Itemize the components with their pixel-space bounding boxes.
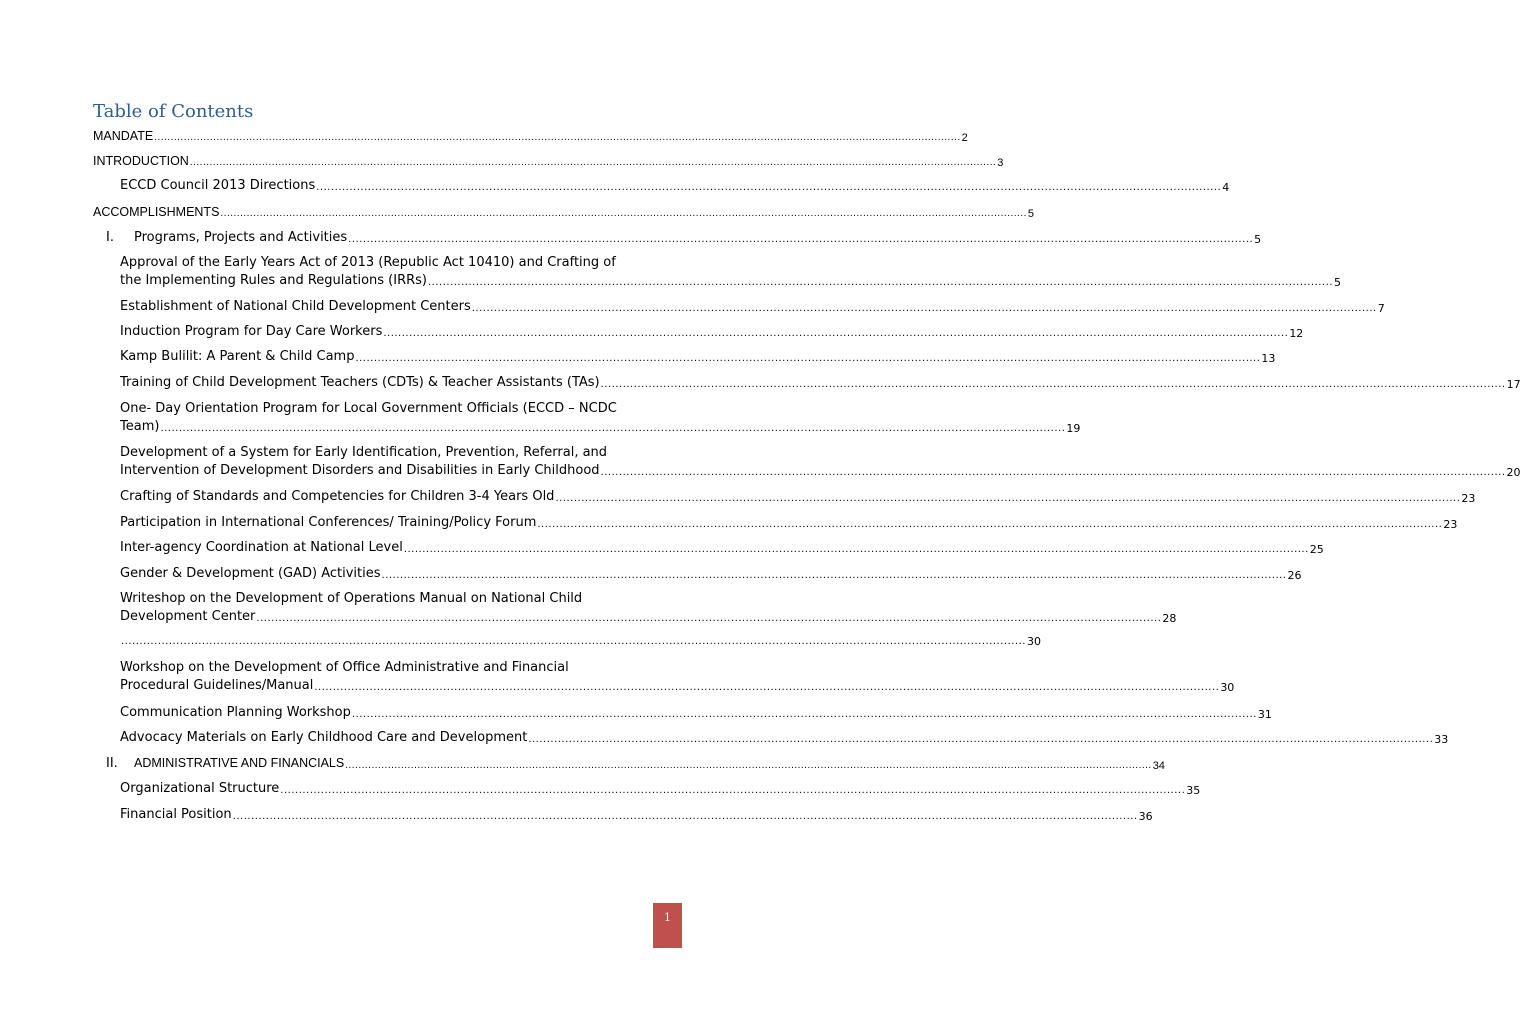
toc-entry-page: 34 bbox=[1152, 760, 1165, 772]
toc-entry-page: 13 bbox=[1261, 352, 1276, 365]
toc-entry-label: Team) bbox=[120, 419, 160, 434]
toc-entry-label: ECCD Council 2013 Directions bbox=[120, 178, 316, 193]
toc-entry-line1: One- Day Orientation Program for Local Government Officials (ECCD – NCDC bbox=[120, 401, 617, 416]
toc-entry-page: 5 bbox=[1333, 276, 1341, 289]
toc-entry-ncdc-establishment[interactable] bbox=[120, 298, 1385, 316]
toc-entry-page: 7 bbox=[1377, 302, 1385, 315]
section-numeral: II. bbox=[106, 756, 118, 771]
toc-entry-label: Participation in International Conferences/ Training/Policy Forum bbox=[120, 515, 537, 530]
toc-entry-label: Establishment of National Child Development Centers bbox=[120, 299, 471, 314]
toc-entry-kamp-bulilit[interactable] bbox=[120, 348, 1276, 366]
toc-entry-page: 5 bbox=[1254, 233, 1262, 246]
toc-entry-page: 30 bbox=[1026, 635, 1041, 648]
toc-entry-label: Procedural Guidelines/Manual bbox=[120, 678, 314, 693]
toc-entry-label: Intervention of Development Disorders and Disabilities in Early Childhood bbox=[120, 463, 600, 478]
toc-entry-page: 23 bbox=[1443, 518, 1458, 531]
toc-entry-early-identification-system[interactable] bbox=[120, 444, 1521, 480]
toc-entry-label: MANDATE bbox=[93, 129, 154, 143]
toc-entry-label: Training of Child Development Teachers (CDTs) & Teacher Assistants (TAs) bbox=[120, 375, 600, 390]
toc-entry-line1: Writeshop on the Development of Operations Manual on National Child bbox=[120, 591, 583, 606]
toc-entry-crafting-standards[interactable] bbox=[120, 488, 1476, 506]
toc-entry-administrative-financials[interactable] bbox=[106, 754, 1165, 773]
toc-entry-page: 12 bbox=[1289, 327, 1304, 340]
toc-entry-mandate[interactable] bbox=[93, 127, 968, 145]
toc-entry-page: 30 bbox=[1220, 681, 1235, 694]
toc-entry-international-conferences[interactable] bbox=[120, 514, 1458, 532]
toc-entry-label: Development Center bbox=[120, 609, 256, 624]
toc-entry-label: Advocacy Materials on Early Childhood Care and Development bbox=[120, 730, 528, 745]
toc-entry-organizational-structure[interactable] bbox=[120, 780, 1201, 798]
toc-entry-label: Organizational Structure bbox=[120, 781, 280, 796]
toc-entry-advocacy-materials[interactable] bbox=[120, 729, 1449, 747]
toc-entry-accomplishments[interactable] bbox=[93, 203, 1034, 221]
toc-entry-training-cdts[interactable] bbox=[120, 374, 1521, 392]
toc-entry-page: 20 bbox=[1506, 466, 1521, 479]
toc-entry-page: 17 bbox=[1506, 378, 1521, 391]
toc-entry-orientation-program[interactable] bbox=[120, 400, 1081, 436]
toc-entry-page: 3 bbox=[997, 157, 1004, 169]
toc-entry-gad-activities[interactable] bbox=[120, 565, 1302, 583]
section-numeral: I. bbox=[106, 230, 114, 245]
toc-entry-introduction[interactable] bbox=[93, 152, 1004, 170]
toc-entry-communication-planning[interactable] bbox=[120, 704, 1272, 722]
toc-entry-early-years-act[interactable] bbox=[120, 254, 1341, 290]
toc-title: Table of Contents bbox=[93, 101, 254, 122]
toc-entry-label: Communication Planning Workshop bbox=[120, 705, 351, 720]
toc-entry-writeshop-operations-manual[interactable] bbox=[120, 590, 1177, 626]
toc-entry-page: 36 bbox=[1138, 810, 1153, 823]
toc-entry-label: Programs, Projects and Activities bbox=[134, 230, 348, 245]
toc-entry-label: Inter-agency Coordination at National Level bbox=[120, 540, 403, 555]
toc-entry-financial-position[interactable] bbox=[120, 806, 1153, 824]
toc-entry-page: 23 bbox=[1461, 492, 1476, 505]
toc-entry-label: Crafting of Standards and Competencies for Children 3-4 Years Old bbox=[120, 489, 555, 504]
toc-entry-line1: Approval of the Early Years Act of 2013 (Republic Act 10410) and Crafting of bbox=[120, 255, 616, 270]
toc-entry-label: INTRODUCTION bbox=[93, 154, 189, 168]
toc-entry-page: 19 bbox=[1066, 422, 1081, 435]
toc-entry-workshop-admin-guidelines[interactable] bbox=[120, 659, 1235, 695]
toc-entry-page: 4 bbox=[1222, 181, 1230, 194]
toc-entry-label: Gender & Development (GAD) Activities bbox=[120, 566, 381, 581]
toc-entry-line1: Development of a System for Early Identification, Prevention, Referral, and bbox=[120, 445, 608, 460]
toc-entry-page: 25 bbox=[1309, 543, 1324, 556]
toc-entry-label: Kamp Bulilit: A Parent & Child Camp bbox=[120, 349, 355, 364]
toc-entry-page: 33 bbox=[1434, 733, 1449, 746]
toc-entry-page: 35 bbox=[1186, 784, 1201, 797]
toc-entry-page: 31 bbox=[1257, 708, 1272, 721]
toc-entry-label: the Implementing Rules and Regulations (IRRs) bbox=[120, 273, 427, 288]
toc-entry-label: ACCOMPLISHMENTS bbox=[93, 205, 220, 219]
toc-entry-induction-program[interactable] bbox=[120, 323, 1304, 341]
toc-entry-page: 2 bbox=[961, 132, 968, 144]
page-number-badge: 1 bbox=[653, 903, 682, 948]
toc-entry-label: Induction Program for Day Care Workers bbox=[120, 324, 383, 339]
toc-entry-inter-agency-coordination[interactable] bbox=[120, 539, 1324, 557]
toc-entry-line1: Workshop on the Development of Office Administrative and Financial bbox=[120, 660, 569, 675]
toc-entry-eccd-council-directions[interactable] bbox=[120, 177, 1230, 195]
toc-entry-label: ADMINISTRATIVE AND FINANCIALS bbox=[134, 756, 345, 770]
toc-entry-label: Financial Position bbox=[120, 807, 232, 822]
toc-entry-blank[interactable] bbox=[120, 635, 1041, 649]
toc-entry-page: 28 bbox=[1162, 612, 1177, 625]
toc-entry-programs-projects[interactable] bbox=[106, 229, 1262, 247]
toc-entry-page: 5 bbox=[1027, 208, 1034, 220]
toc-entry-page: 26 bbox=[1287, 569, 1302, 582]
